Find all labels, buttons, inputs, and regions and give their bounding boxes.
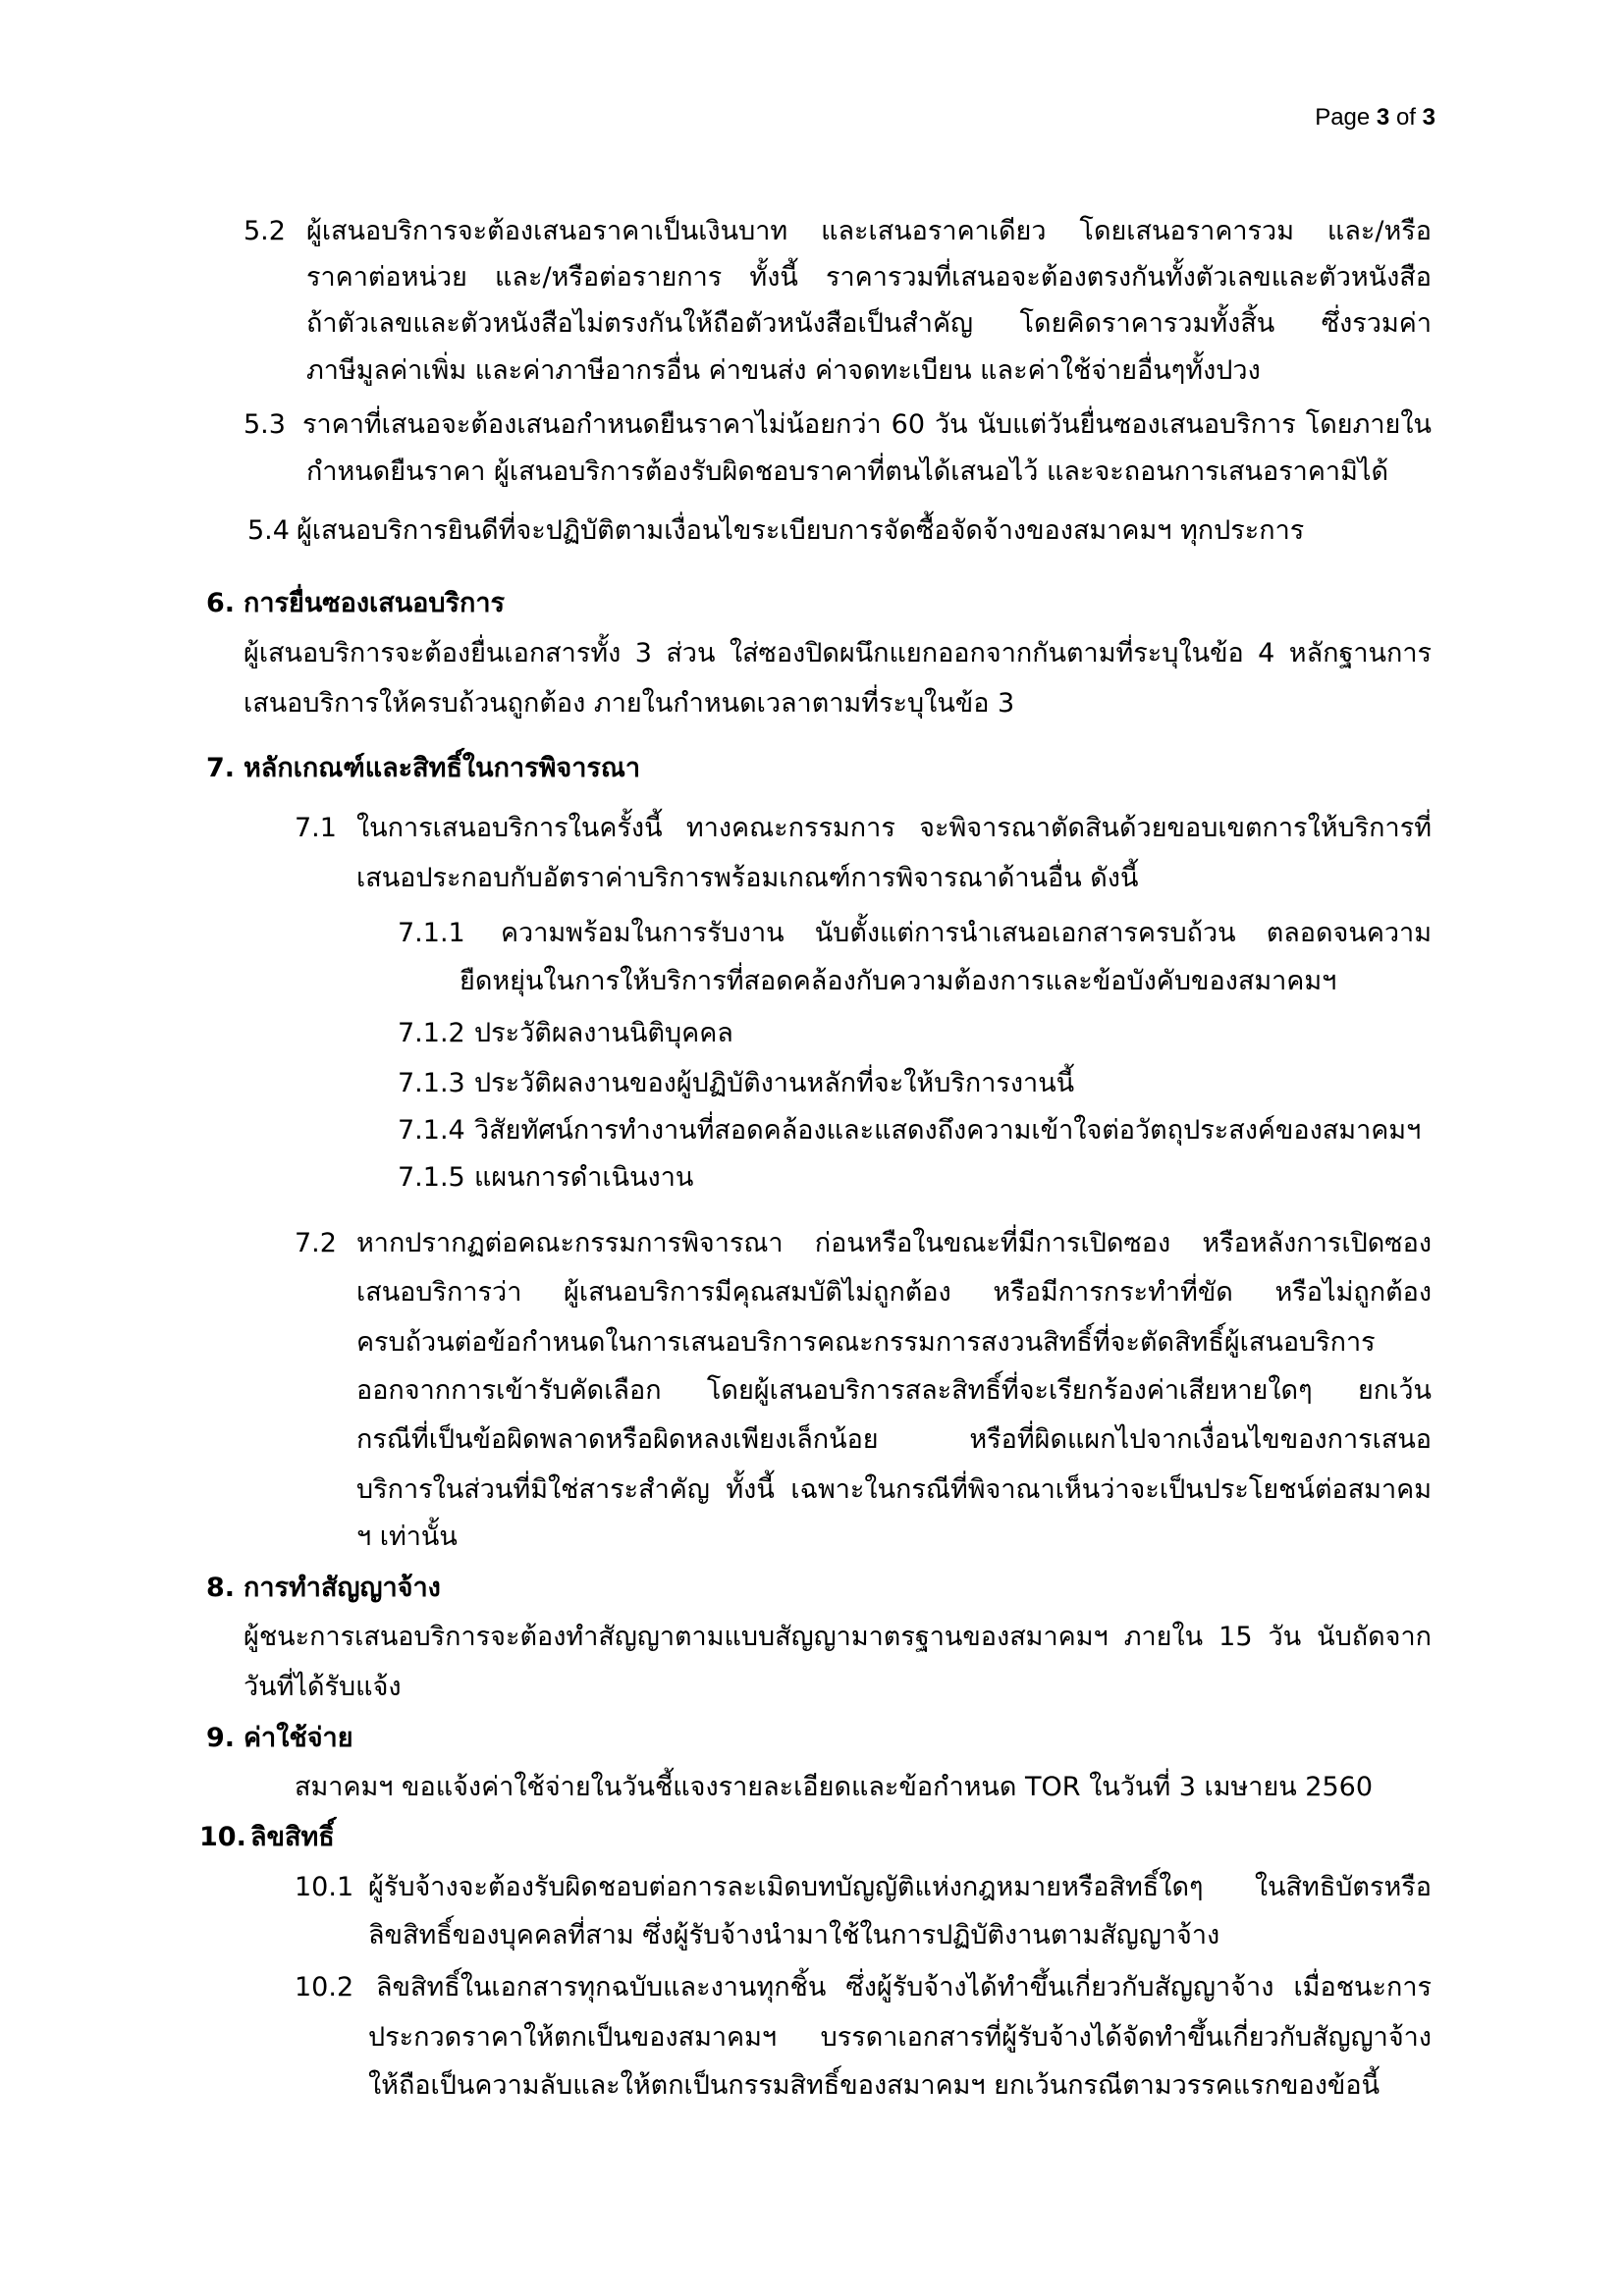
item-10-2-line-3: ให้ถือเป็นความลับและให้ตกเป็นกรรมสิทธิ์ของสมาคมฯ ยกเว้นกรณีตามวรรคแรกของข้อนี้	[368, 2070, 1380, 2101]
item-number-7-1-3: 7.1.3	[398, 1068, 465, 1098]
item-number-5-4: 5.4	[247, 515, 290, 546]
item-7-1-4-line-1: วิสัยทัศน์การทำงานที่สอดคล้องและแสดงถึงความเข้าใจต่อวัตถุประสงค์ของสมาคมฯ	[474, 1115, 1422, 1146]
item-10-2-line-1: ลิขสิทธิ์ในเอกสารทุกฉบับและงานทุกชิ้น ซึ่งผู้รับจ้างได้ทำขึ้นเกี่ยวกับสัญญาจ้าง เมื่อชนะการ	[376, 1972, 1432, 2002]
item-5-4-line-1: ผู้เสนอบริการยินดีที่จะปฏิบัติตามเงื่อนไขระเบียบการจัดซื้อจัดจ้างของสมาคมฯ ทุกประการ	[297, 515, 1305, 546]
item-number-7-2: 7.2	[295, 1228, 337, 1258]
item-7-1-line-2: เสนอประกอบกับอัตราค่าบริการพร้อมเกณฑ์การพิจารณาด้านอื่น ดังนี้	[356, 863, 1139, 893]
section-title-10: ลิขสิทธิ์	[250, 1822, 335, 1852]
item-10-1-line-1: ผู้รับจ้างจะต้องรับผิดชอบต่อการละเมิดบทบัญญัติแห่งกฎหมายหรือสิทธิ์ใดๆ ในสิทธิบัตรหรือ	[368, 1872, 1432, 1902]
item-7-2-line-6: บริการในส่วนที่มิใช่สาระสำคัญ ทั้งนี้ เฉพาะในกรณีที่พิจาณาเห็นว่าจะเป็นประโยชน์ต่อสมาคม	[356, 1474, 1432, 1505]
section-6-line-1: ผู้เสนอบริการจะต้องยื่นเอกสารทั้ง 3 ส่วน ใส่ซองปิดผนึกแยกออกจากกันตามที่ระบุในข้อ 4 หลักฐานการ	[244, 638, 1432, 668]
item-7-2-line-7: ฯ เท่านั้น	[356, 1522, 458, 1552]
section-6-line-2: เสนอบริการให้ครบถ้วนถูกต้อง ภายในกำหนดเวลาตามที่ระบุในข้อ 3	[244, 688, 1015, 719]
item-10-2-line-2: ประกวดราคาให้ตกเป็นของสมาคมฯ บรรดาเอกสารที่ผู้รับจ้างได้จัดทำขึ้นเกี่ยวกับสัญญาจ้าง	[368, 2022, 1432, 2053]
item-7-2-line-3: ครบถ้วนต่อข้อกำหนดในการเสนอบริการคณะกรรมการสงวนสิทธิ์ที่จะตัดสิทธิ์ผู้เสนอบริการ	[356, 1327, 1376, 1358]
section-8-line-1: ผู้ชนะการเสนอบริการจะต้องทำสัญญาตามแบบสัญญามาตรฐานของสมาคมฯ ภายใน 15 วัน นับถัดจาก	[244, 1622, 1432, 1652]
item-7-1-2-line-1: ประวัติผลงานนิติบุคคล	[474, 1018, 733, 1048]
item-7-1-1-line-1: ความพร้อมในการรับงาน นับตั้งแต่การนำเสนอเอกสารครบถ้วน ตลอดจนความ	[501, 918, 1432, 948]
section-title-8: การทำสัญญาจ้าง	[244, 1573, 441, 1603]
item-7-1-3-line-1: ประวัติผลงานของผู้ปฏิบัติงานหลักที่จะให้บริการงานนี้	[474, 1068, 1075, 1098]
item-7-2-line-4: ออกจากการเข้ารับคัดเลือก โดยผู้เสนอบริการสละสิทธิ์ที่จะเรียกร้องค่าเสียหายใดๆ ยกเว้น	[356, 1375, 1432, 1406]
item-7-1-line-1: ในการเสนอบริการในครั้งนี้ ทางคณะกรรมการ จะพิจารณาตัดสินด้วยขอบเขตการให้บริการที่	[356, 813, 1432, 843]
item-number-5-2: 5.2	[244, 216, 286, 246]
item-number-10-2: 10.2	[295, 1972, 354, 2002]
item-5-2-line-2: ราคาต่อหน่วย และ/หรือต่อรายการ ทั้งนี้ ราคารวมที่เสนอจะต้องตรงกันทั้งตัวเลขและตัวหนังสือ	[306, 262, 1432, 293]
section-9-line-1: สมาคมฯ ขอแจ้งค่าใช้จ่ายในวันชี้แจงรายละเอียดและข้อกำหนด TOR ในวันที่ 3 เมษายน 2560	[295, 1772, 1374, 1802]
page-word: Page	[1315, 104, 1371, 131]
total-pages-number: 3	[1422, 104, 1435, 131]
of-word: of	[1395, 104, 1416, 131]
item-number-7-1: 7.1	[295, 813, 337, 843]
item-number-10-1: 10.1	[295, 1872, 354, 1902]
current-page-number: 3	[1376, 104, 1390, 131]
item-7-2-line-1: หากปรากฏต่อคณะกรรมการพิจารณา ก่อนหรือในขณะที่มีการเปิดซอง หรือหลังการเปิดซอง	[356, 1228, 1432, 1258]
item-7-1-5-line-1: แผนการดำเนินงาน	[474, 1162, 694, 1193]
item-10-1-line-2: ลิขสิทธิ์ของบุคคลที่สาม ซึ่งผู้รับจ้างนำมาใช้ในการปฏิบัติงานตามสัญญาจ้าง	[368, 1920, 1220, 1950]
item-number-5-3: 5.3	[244, 409, 286, 440]
page-indicator	[1315, 94, 1435, 141]
section-number-9: 9.	[206, 1723, 236, 1753]
section-number-7: 7.	[206, 753, 236, 783]
section-number-6: 6.	[206, 588, 236, 618]
item-number-7-1-2: 7.1.2	[398, 1018, 465, 1048]
section-8-line-2: วันที่ได้รับแจ้ง	[244, 1672, 402, 1702]
item-5-2-line-4: ภาษีมูลค่าเพิ่ม และค่าภาษีอากรอื่น ค่าขนส่ง ค่าจดทะเบียน และค่าใช้จ่ายอื่นๆทั้งปวง	[306, 355, 1261, 386]
item-5-3-line-1: ราคาที่เสนอจะต้องเสนอกำหนดยืนราคาไม่น้อยกว่า 60 วัน นับแต่วันยื่นซองเสนอบริการ โดยภายใน	[302, 409, 1432, 440]
section-title-7: หลักเกณฑ์และสิทธิ์ในการพิจารณา	[244, 753, 641, 783]
section-number-10: 10.	[199, 1822, 246, 1852]
item-number-7-1-4: 7.1.4	[398, 1115, 465, 1146]
item-7-2-line-5: กรณีที่เป็นข้อผิดพลาดหรือผิดหลงเพียงเล็กน้อย หรือที่ผิดแผกไปจากเงื่อนไขของการเสนอ	[356, 1424, 1432, 1455]
item-5-2-line-3: ถ้าตัวเลขและตัวหนังสือไม่ตรงกันให้ถือตัวหนังสือเป็นสำคัญ โดยคิดราคารวมทั้งสิ้น ซึ่งรวมค่า	[306, 308, 1432, 339]
item-7-1-1-line-2: ยืดหยุ่นในการให้บริการที่สอดคล้องกับความต้องการและข้อบังคับของสมาคมฯ	[460, 966, 1337, 996]
section-title-9: ค่าใช้จ่าย	[244, 1723, 353, 1753]
item-number-7-1-1: 7.1.1	[398, 918, 465, 948]
item-number-7-1-5: 7.1.5	[398, 1162, 465, 1193]
item-5-2-line-1: ผู้เสนอบริการจะต้องเสนอราคาเป็นเงินบาท และเสนอราคาเดียว โดยเสนอราคารวม และ/หรือ	[306, 216, 1432, 246]
section-title-6: การยื่นซองเสนอบริการ	[244, 588, 506, 618]
item-7-2-line-2: เสนอบริการว่า ผู้เสนอบริการมีคุณสมบัติไม่ถูกต้อง หรือมีการกระทำที่ขัด หรือไม่ถูกต้อง	[356, 1277, 1432, 1308]
section-number-8: 8.	[206, 1573, 236, 1603]
item-5-3-line-2: กำหนดยืนราคา ผู้เสนอบริการต้องรับผิดชอบราคาที่ตนได้เสนอไว้ และจะถอนการเสนอราคามิได้	[306, 456, 1388, 487]
